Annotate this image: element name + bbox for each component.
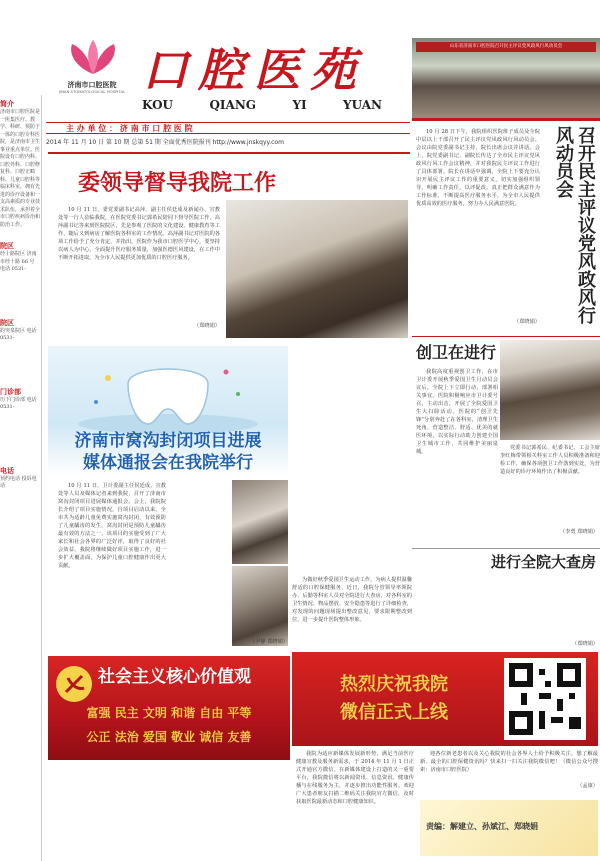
lotus-logo-icon — [58, 38, 128, 76]
sidebar-text: 济南市口腔医院是一所集医疗、教学、科研、预防于一体的口腔专科医院，是济南市卫生事业重点单位。医院设有口腔内科、口腔外科、口腔修复科、口腔正畸科、儿童口腔科等临床科室，拥有先进的诊疗设备和一支高素质的专业技术队伍，承担着全市口腔疾病诊治和防治工作。 — [0, 109, 41, 228]
article-author: （郑晓娟） — [572, 641, 598, 647]
pinyin-word: YI — [292, 98, 307, 112]
core-values-line2: 公正 法治 爱国 敬业 诚信 友善 — [86, 730, 252, 744]
headline-sealed-line1: 济南市窝沟封闭项目进展 — [74, 431, 262, 451]
article-author: （李勇 郑晓娟） — [560, 529, 598, 535]
article-body-wechat: 我院为适应新媒体发展新形势，满足当前医疗健康宣教及服务新需求，于 2014 年 11 月 1 日正式开通官方微信。在新媒体建设上打造的又一重要平台，我院微信将以新闻资讯、信息资讯、健康传播与在线服务为主，并逐步推出功能性服务。欢迎广大患者朋友扫描二维码关注我院官方微信，及时获取医院最新动态和口腔健康知识。 — [296, 751, 414, 805]
article-author: （郑晓娟） — [514, 319, 540, 325]
sidebar-text: 经十路院区 济南市经十路 66 号 电话 0531- — [0, 251, 37, 272]
headline-wenming: 创卫在进行 — [416, 343, 497, 362]
article-body-wechat-2: 迎各位新老患者以及关心我院的社会各界人士给予积极关注。想了解最新、最全的口腔保健资讯吗？快来扫一扫关注我院微信吧！（微信公众号搜索：济南市口腔医院） — [420, 751, 598, 773]
article-body-sealed: 10 月 11 日，卫计委副主任侯廷成、宣教处等人员及媒体记者来到我院，召开了济南市窝沟封闭项目进展媒体通报会。会上，我院院长介绍了项目实施情况。自项目启动以来，全市共为适龄儿童免费实施窝沟封闭，有效预防了儿童龋齿的发生。窝沟封闭是预防儿童龋齿最有效的方法之一，该项目的实施受到了广大家长和社会各界的广泛好评，取得了良好的社会效益。我院将继续做好项目实施工作，进一步扩大覆盖面，为保护儿童口腔健康作出更大贡献。 — [58, 483, 166, 569]
headline-sealed-line2: 媒体通报会在我院举行 — [83, 453, 253, 473]
cleanup-photo — [500, 340, 600, 440]
divider — [412, 336, 600, 337]
title-pinyin — [142, 98, 382, 114]
headline-community: 进行全院大查房 — [490, 553, 596, 571]
inspection-photo — [226, 200, 408, 338]
sidebar-heading: 电话 — [0, 466, 14, 475]
core-values-title: 社会主义核心价值观 — [98, 667, 251, 687]
sidebar — [0, 95, 42, 861]
pinyin-word: KOU — [142, 98, 174, 112]
wechat-banner — [292, 652, 598, 746]
article-author: （孟康） — [577, 783, 598, 789]
article-body-community-cont — [416, 576, 598, 646]
qr-code[interactable] — [504, 658, 586, 740]
article-body-wenming-2: 党委书记郭希民、纪委书记、工会主席李红梅带领相关科室工作人员积极准备和迎检工作，确保各项创卫工作落到实处，为营造良好的诊疗环境作出了积极贡献。 — [500, 445, 600, 475]
headline-meeting: 召开民主评议党风政风行风动员会 — [553, 126, 596, 324]
article-author: （郑晓娟） — [194, 323, 220, 329]
headline-sealed-block — [48, 430, 288, 476]
sidebar-text: 趵突泉院区 电话 0531- — [0, 327, 37, 341]
article-body-sealed-cont — [170, 482, 230, 636]
sidebar-text: 预约电话 投诉电话 — [0, 475, 37, 489]
wechat-banner-line1: 热烈庆祝我院 — [340, 674, 448, 695]
article-body-meeting: 10 月 28 日下午，我院组织医院班子成员及全院中层以上干部召开了民主评议党风政风行风动员会。会议由院党委副书记主持，院长出席会议并讲话。会上，院党委副书记、副院长传达了全市民主评议党风政风行风工作会议精神，并对我院民主评议工作进行了具体部署。院长在讲话中强调，全院上下要充分认识开展民主评议工作的重要意义，切实加强组织领导，明确工作责任，以评促改，真正把群众满意作为工作标准，不断提高医疗服务水平，为全市人民提供优质高效的医疗服务，努力办人民满意医院。 — [416, 129, 540, 207]
core-values-line1: 富强 民主 文明 和谐 自由 平等 — [86, 706, 252, 720]
sidebar-heading: 院区 — [0, 318, 14, 327]
core-values-banner — [48, 656, 290, 760]
sponsor-bar: 主 办 单 位 ： 济 南 市 口 腔 医 院 — [46, 122, 410, 134]
sidebar-heading: 简介 — [0, 100, 14, 108]
sidebar-heading: 院区 — [0, 242, 14, 250]
article-body-supervise: 10 月 11 日，委党委副书记高萍、副主任侯廷成及新闻办、宣教处等一行人莅临我院，在医院党委书记郭希民陪同下督导医院工作。高萍副书记等来到医院院区，先是参观了医院的文化建设、健康教育等工作，随后又到病房了解医院各科室的工作情况。高萍副书记对医院的各项工作给予了充分肯定，并指出，医院作为我市口腔医学中心，要坚持以病人为中心，全面提升医疗服务质量，加强医德医风建设，在工作中不断开拓进取，为全市人民提供更加优质的口腔医疗服务。 — [58, 207, 220, 261]
photo-banner-caption: 山东省济南市口腔医院召开民主评议党风政风行风动员会 — [416, 42, 596, 52]
editors-box — [420, 800, 598, 856]
hospital-name-en: JINAN STOMATOLOGICAL HOSPITAL — [58, 89, 126, 94]
sidebar-text: 历下门诊部 电话 0531- — [0, 396, 37, 410]
hospital-logo — [46, 38, 136, 98]
divider — [412, 118, 600, 121]
newspaper-title: 口腔医苑 — [142, 43, 366, 97]
hospital-name: 济南市口腔医院 — [67, 81, 117, 89]
divider — [412, 548, 600, 549]
article-body-community: 为做好秋季爱国卫生运动工作，为病人提供温馨舒适的口腔保健服务，近日，我院分管领导率领院办、后勤等科室人员对全院进行大查房，对各科室的卫生情况、物品摆放、安全隐患等进行了详细检查，对发现的问题现场提出整改意见，要求限期整改到位，进一步提升医院整体形象。 — [292, 577, 412, 623]
sidebar-heading: 门诊部 — [0, 387, 21, 396]
pinyin-word: QIANG — [209, 98, 257, 112]
article-author: （尹静 郑晓娟） — [250, 639, 288, 645]
issue-line: 2014 年 11 月 10 日 第 10 期 总第 51 期 全面优秀医院报刊 http://www.jnskqyy.com — [46, 139, 284, 146]
qr-code-icon — [509, 663, 581, 735]
wechat-banner-line2: 微信正式上线 — [340, 702, 448, 723]
article-body-wenming: 我院高度重视创卫工作，在市卫计委开展秋季爱国卫生月动员会议后，全院上下立即行动，部署相关事宜。医院积极响应市卫计委号召，主动出击，开展了全院爱国卫生大扫除活动。医院的“创卫先锋”分别奔赴了在各科室，清理卫生死角，营造整洁、舒适、优美的就医环境，以实际行动助力创建全国卫生城市工作，共同维护美丽泉城。 — [416, 369, 498, 455]
community-photo — [232, 566, 288, 646]
media-conference-photo — [232, 480, 288, 564]
editors-credit: 责编：解建立、孙斌江、郑晓娟 — [426, 822, 538, 831]
pinyin-word: YUAN — [343, 98, 382, 112]
divider — [48, 152, 410, 154]
party-emblem-icon — [54, 664, 94, 704]
meeting-photo — [412, 38, 600, 118]
headline-supervise: 委领导督导我院工作 — [78, 171, 277, 196]
